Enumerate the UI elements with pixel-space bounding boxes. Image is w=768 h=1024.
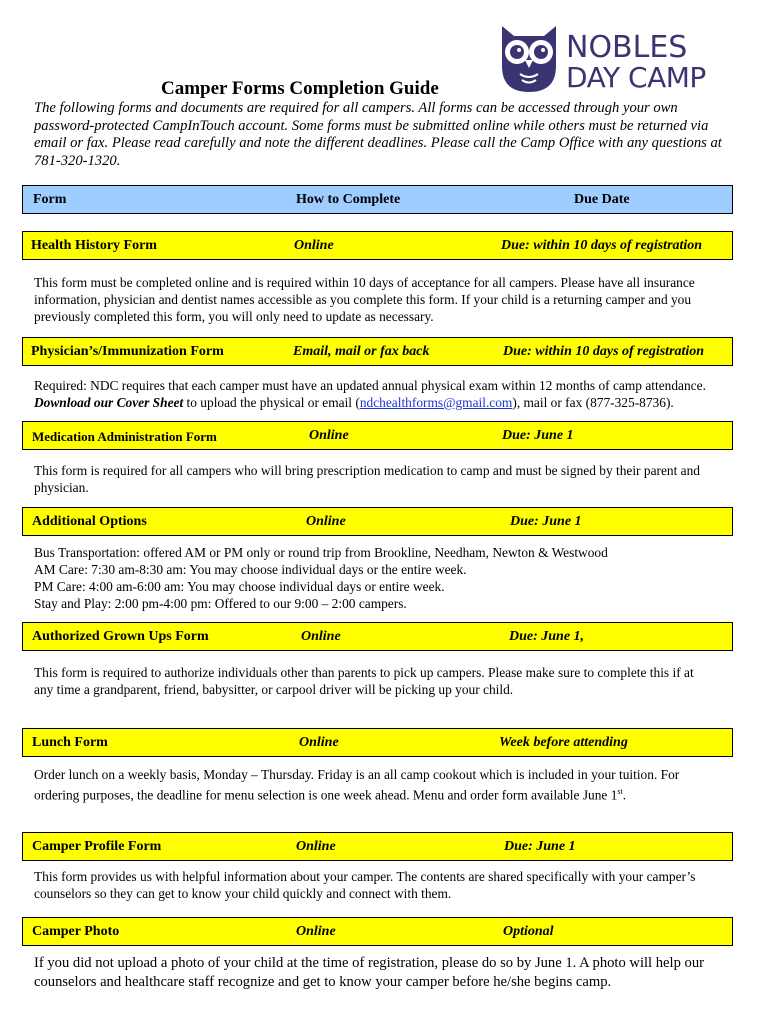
form-name: Physician’s/Immunization Form <box>31 344 224 359</box>
form-name: Health History Form <box>31 238 157 253</box>
header-due: Due Date <box>574 192 630 207</box>
form-row-health-history <box>22 231 733 260</box>
form-row-medication <box>22 421 733 450</box>
form-how: Online <box>294 238 334 253</box>
form-due: Due: June 1, <box>509 629 585 644</box>
form-description-camper-profile: This form provides us with helpful information about your camper. The contents are shared specifically with your camper’s counselors so they can get to know your child quickly and connect with them. <box>34 869 696 901</box>
owl-icon <box>498 22 560 94</box>
form-due: Week before attending <box>499 735 628 750</box>
form-how: Online <box>296 839 336 854</box>
form-description-lunch: Order lunch on a weekly basis, Monday – Thursday. Friday is an all camp cookout which is included in your tuition. For ordering purposes, the deadline for menu selection is one week ahead. Menu and order form available June 1st. <box>34 767 680 803</box>
form-row-authorized-grown-ups <box>22 622 733 651</box>
email-link[interactable]: ndchealthforms@gmail.com <box>359 395 513 410</box>
page-title: Camper Forms Completion Guide <box>161 78 439 99</box>
form-row-lunch <box>22 728 733 757</box>
form-row-camper-photo <box>22 917 733 946</box>
form-name: Camper Profile Form <box>32 839 162 854</box>
form-description-camper-photo: If you did not upload a photo of your child at the time of registration, please do so by June 1. A photo will help our counselors and healthcare staff recognize and get to know your camper before he/she begins camp. <box>34 955 704 990</box>
logo-line2: DAY CAMP <box>566 61 706 94</box>
cover-sheet-link[interactable]: Download our Cover Sheet <box>34 395 184 410</box>
form-due: Due: June 1 <box>504 839 576 854</box>
header-form: Form <box>33 192 67 207</box>
form-due: Due: within 10 days of registration <box>501 238 703 253</box>
form-how: Online <box>306 514 346 529</box>
form-row-physician-immunization <box>22 337 733 366</box>
form-row-additional-options <box>22 507 733 536</box>
table-header <box>22 185 733 214</box>
form-name: Lunch Form <box>32 735 108 750</box>
form-how: Email, mail or fax back <box>293 344 430 359</box>
form-description-medication: This form is required for all campers who will bring prescription medication to camp and must be signed by their parent and physician. <box>34 463 701 495</box>
form-row-camper-profile <box>22 832 733 861</box>
form-description-physician-immunization: Required: NDC requires that each camper must have an updated annual physical exam within 12 months of camp attendance. Download our Cover Sheet to upload the physical or email (ndchealthforms@gmail.com), mail or fax (877-325-8736). <box>34 378 706 410</box>
form-name: Authorized Grown Ups Form <box>32 629 209 644</box>
form-due: Due: June 1 <box>502 428 574 443</box>
intro-paragraph: The following forms and documents are required for all campers. All forms can be accessed through your own password-protected CampInTouch account. Some forms must be submitted online while others must be returned via email or fax. Please read carefully and note the different deadlines. Please call the Camp Office with any questions at 781-320-1320. <box>34 100 722 169</box>
form-description-additional-options: Bus Transportation: offered AM or PM only or round trip from Brookline, Needham, Newton & Westwood AM Care: 7:30 am-8:30 am: You may choose individual days or the entire week. PM Care: 4:00 am-6:00 am: You may choose individual days or entire week. Stay and Play: 2:00 pm-4:00 pm: Offered to our 9:00 – 2:00 campers. <box>34 545 608 611</box>
form-how: Online <box>309 428 349 443</box>
form-due: Due: June 1 <box>510 514 582 529</box>
header-how: How to Complete <box>296 192 401 207</box>
logo-line1: NOBLES <box>566 30 688 65</box>
logo-wordmark <box>566 30 706 94</box>
form-name: Medication Administration Form <box>32 429 217 444</box>
form-description-health-history: This form must be completed online and is required within 10 days of acceptance for all campers. Please have all insurance information, physician and dentist names accessible as you complete this form. If your child is a returning camper and you previously completed this form, you will only need to update as necessary. <box>34 275 695 324</box>
form-due: Due: within 10 days of registration <box>503 344 705 359</box>
form-name: Additional Options <box>32 514 147 529</box>
form-how: Online <box>301 629 341 644</box>
form-description-authorized-grown-ups: This form is required to authorize individuals other than parents to pick up campers. Please make sure to complete this if at any time a grandparent, friend, babysitter, or carpool driver will be picking up your child. <box>34 665 694 697</box>
form-due: Optional <box>503 924 554 939</box>
form-name: Camper Photo <box>32 924 120 939</box>
form-how: Online <box>296 924 336 939</box>
form-how: Online <box>299 735 339 750</box>
